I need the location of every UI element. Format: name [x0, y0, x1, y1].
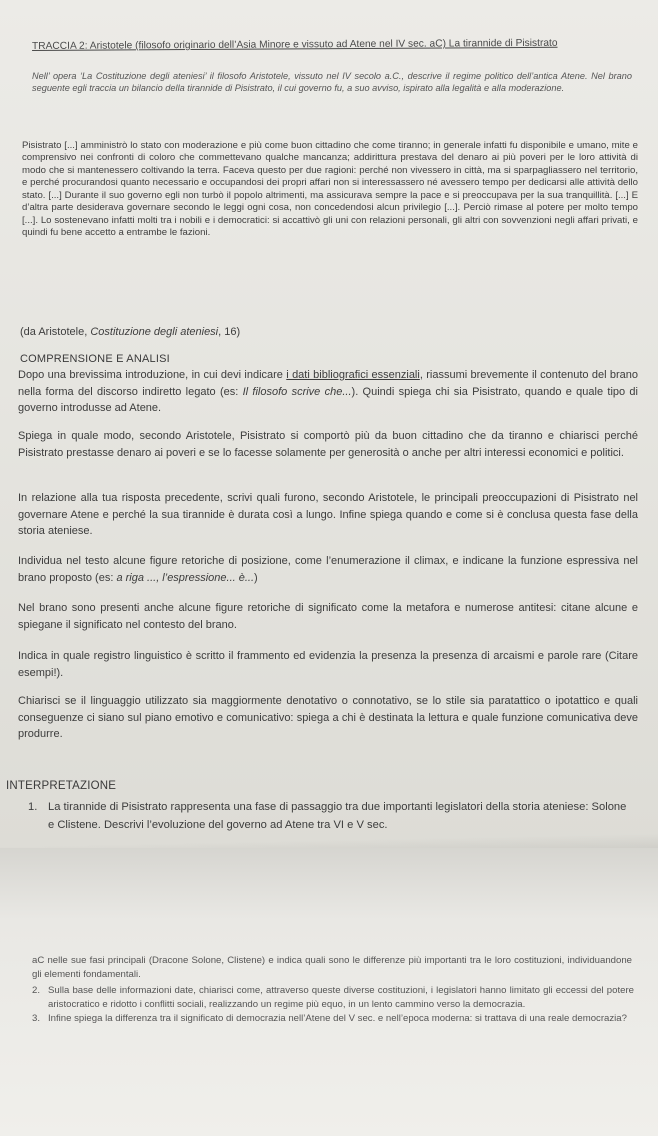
section-heading-interpretazione: INTERPRETAZIONE: [6, 780, 117, 792]
interpretation-list-page2: [22, 984, 634, 1025]
item-text: Sulla base delle informazioni date, chiarisci come, attraverso queste diverse costituzioni, i legislatori hanno limitato gli eccessi del potere aristocratico e ridotto i conflitti sociali, realizzando un regime più equo, in un lento cammino verso la democrazia.: [48, 985, 634, 1010]
question-paragraph-1: [18, 367, 638, 417]
q1-part-c: ). Quindi spiega chi sia Pisistrato, quando e quale tipo di governo introdusse ad Atene.: [18, 385, 638, 414]
intro-paragraph: Nell’ opera ‘La Costituzione degli ateniesi’ il filosofo Aristotele, vissuto nel IV secolo a.C., descrive il regime politico dell’antica Atene. Nel brano seguente egli traccia un bilancio della tirannide di Pisistrato, il cui governo fu, a suo avviso, ispirato alla legalità e alla moderazione.: [32, 71, 632, 94]
interpretation-item: [22, 798, 632, 834]
interpretation-item: [22, 984, 634, 1012]
item-number: 2.: [32, 985, 41, 996]
q4-example: a riga ..., l’espressione... è...: [116, 571, 255, 584]
section-heading-comprensione: COMPRENSIONE E ANALISI: [20, 353, 170, 365]
q4-part-a: Individua nel testo alcune figure retoriche di posizione, come l’enumerazione il climax, e indicane la funzione espressiva nel brano proposto (es:: [18, 555, 638, 584]
item-text: Infine spiega la differenza tra il significato di democrazia nell’Atene del V sec. e nell’epoca moderna: si trattava di una reale democrazia?: [48, 1012, 627, 1024]
citation-work: Costituzione degli ateniesi: [90, 326, 219, 338]
question-paragraph-7: Chiarisci se il linguaggio utilizzato sia maggiormente denotativo o connotativo, se lo stile sia paratattico o ipotattico e quali conseguenze ci siano sul piano emotivo e comunicativo: spiega a chi è destinata la lettura e quale funzione comunicativa deve produrre.: [18, 695, 638, 740]
q4-part-b: ): [254, 571, 258, 584]
continuation-text: aC nelle sue fasi principali (Dracone Solone, Clistene) e indica quali sono le differenze più importanti tra le loro costituzioni, individuandone gli elementi fondamentali.: [32, 955, 632, 980]
q1-example: Il filosofo scrive che...: [242, 385, 352, 398]
source-citation: [20, 326, 240, 338]
q1-part-a: Dopo una brevissima introduzione, in cui devi indicare: [18, 369, 287, 381]
q1-underlined: i dati bibliografici essenziali: [286, 369, 420, 381]
item-number: 3.: [32, 1012, 41, 1024]
citation-prefix: (da Aristotele,: [20, 326, 91, 338]
question-paragraph-4: [18, 553, 638, 586]
question-paragraph-3: In relazione alla tua risposta precedente, scrivi quali furono, secondo Aristotele, le principali preoccupazioni di Pisistrato nel governare Atene e perché la sua tirannide è durata così a lungo. Infine spiega quando e come si è conclusa questa fase della storia ateniese.: [18, 492, 638, 537]
interpretation-item: [22, 1012, 634, 1026]
question-paragraph-5: Nel brano sono presenti anche alcune figure retoriche di significato come la metafora e numerose antitesi: citane alcune e spiegane il significato nel contesto del brano.: [18, 602, 638, 631]
question-paragraph-6: Indica in quale registro linguistico è scritto il frammento ed evidenzia la presenza la presenza di arcaismi e parole rare (Citare esempi!).: [18, 650, 638, 679]
assignment-title: TRACCIA 2: Aristotele (filosofo originario dell’Asia Minore e vissuto ad Atene nel IV sec. aC) La tirannide di Pisistrato: [32, 37, 558, 52]
q1-part-b: , riassumi brevemente il contenuto del brano nella forma del discorso indiretto legato (es:: [18, 369, 638, 398]
item-number: 1.: [28, 801, 38, 813]
question-paragraph-2: Spiega in quale modo, secondo Aristotele, Pisistrato si comportò più da buon cittadino che da tiranno e chiarisci perché Pisistrato prestasse denaro ai poveri e se lo facesse solamente per generosità o anche per altri interessi economici e politici.: [18, 430, 638, 459]
citation-suffix: , 16): [218, 326, 241, 338]
source-passage: Pisistrato [...] amministrò lo stato con moderazione e più come buon cittadino che come tiranno; in generale infatti fu disponibile e umano, mite e comprensivo nei confronti di coloro che commettevano qualche mancanza; addirittura prestava del denaro ai più poveri per le loro attività di modo che si mantenessero coltivando la terra. Faceva questo per due ragioni: perché non vivessero in città, ma si sparpagliassero nel territorio, e perché procurandosi quanto necessario e occupandosi dei propri affari non si interessassero né avessero tempo per dedicarsi alle attività dello stato. [...] Durante il suo governo egli non turbò il popolo altrimenti, ma assicurava sempre la pace e si preoccupava per la sua tranquillità. [...] E d’altra parte desiderava governare secondo le leggi ogni cosa, non concedendosi alcun privilegio [...]. Perciò rimase al potere per molto tempo [...]. Lo sostenevano infatti molti tra i nobili e i democratici: si accattivò gli uni con relazioni personali, gli altri con sovvenzioni negli affari privati, e quindi fu bene accetto a entrambe le fazioni.: [22, 140, 638, 239]
item-text: La tirannide di Pisistrato rappresenta una fase di passaggio tra due importanti legislatori della storia ateniese: Solone e Clistene. Descrivi l’evoluzione del governo ad Atene tra VI e V sec.: [48, 801, 627, 831]
interpretation-list-page1: [22, 798, 632, 834]
